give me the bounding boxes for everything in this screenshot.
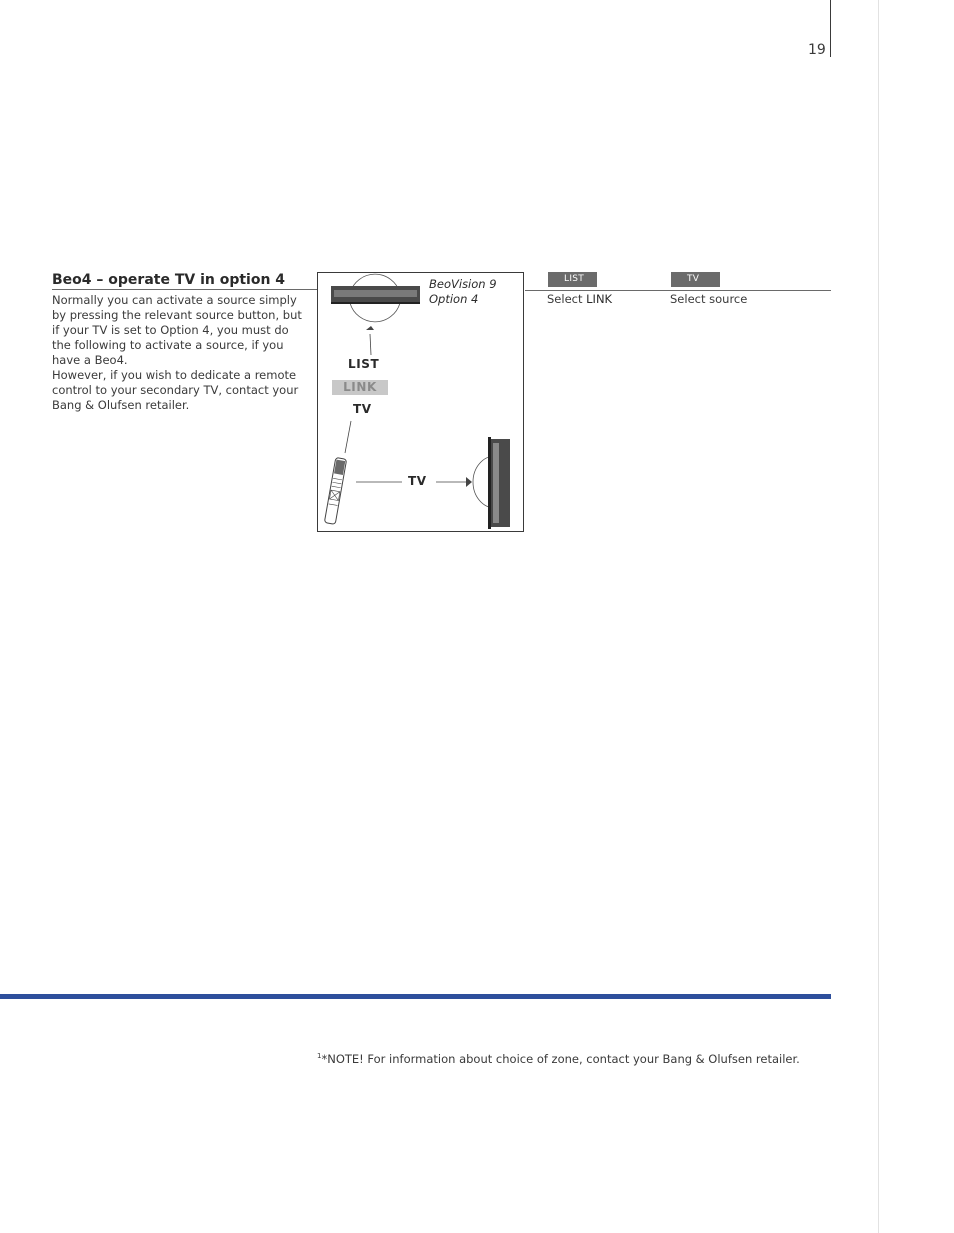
body-paragraph-2: However, if you wish to dedicate a remote control to your secondary TV, contact your Bang & Olufsen retailer. [52,368,299,412]
remote-line [345,421,351,453]
signal-line-up [370,334,371,355]
figure-label-tv-arrow: TV [408,474,427,488]
figure-label-link: LINK [332,380,388,395]
arrow-head-right [466,477,472,487]
top-tv-screen [334,290,417,297]
side-tv-front [488,437,491,529]
illustration-drawing [318,273,525,533]
top-tv-base [331,302,420,304]
body-paragraph-1: Normally you can activate a source simply by pressing the relevant source button, but if your TV is set to Option 4, you must do the following to activate a source, if you have a Beo4. [52,293,302,367]
footnote [317,1052,800,1066]
page-margin-line [830,0,831,57]
footnote-marker: 1 [317,1052,322,1061]
step-2-text: Select source [670,292,748,306]
signal-arrow-up [366,326,374,330]
step-1-text [547,292,612,306]
section-heading: Beo4 – operate TV in option 4 [52,272,286,288]
accent-rule [0,994,831,999]
figure-label-tv-top: TV [353,402,372,416]
page-edge-line [878,0,879,1233]
figure-caption-line2: Option 4 [429,292,479,306]
page-number: 19 [808,42,826,58]
top-tv-stand-lower [350,303,400,322]
remote-illustration [317,272,524,532]
figure-caption-line1: BeoVision 9 [429,277,497,291]
remote-control [324,457,346,524]
figure-label-list: LIST [348,357,380,371]
keycap-tv: TV [671,272,720,287]
heading-rule [52,289,317,290]
footnote-text: *NOTE! For information about choice of zone, contact your Bang & Olufsen retailer. [321,1052,800,1066]
step-1-highlight: LINK [586,292,613,306]
section-body [52,293,302,413]
step-1-prefix: Select [547,292,587,306]
keycap-list: LIST [548,272,597,287]
steps-rule [525,290,831,291]
side-tv-screen [493,443,499,523]
